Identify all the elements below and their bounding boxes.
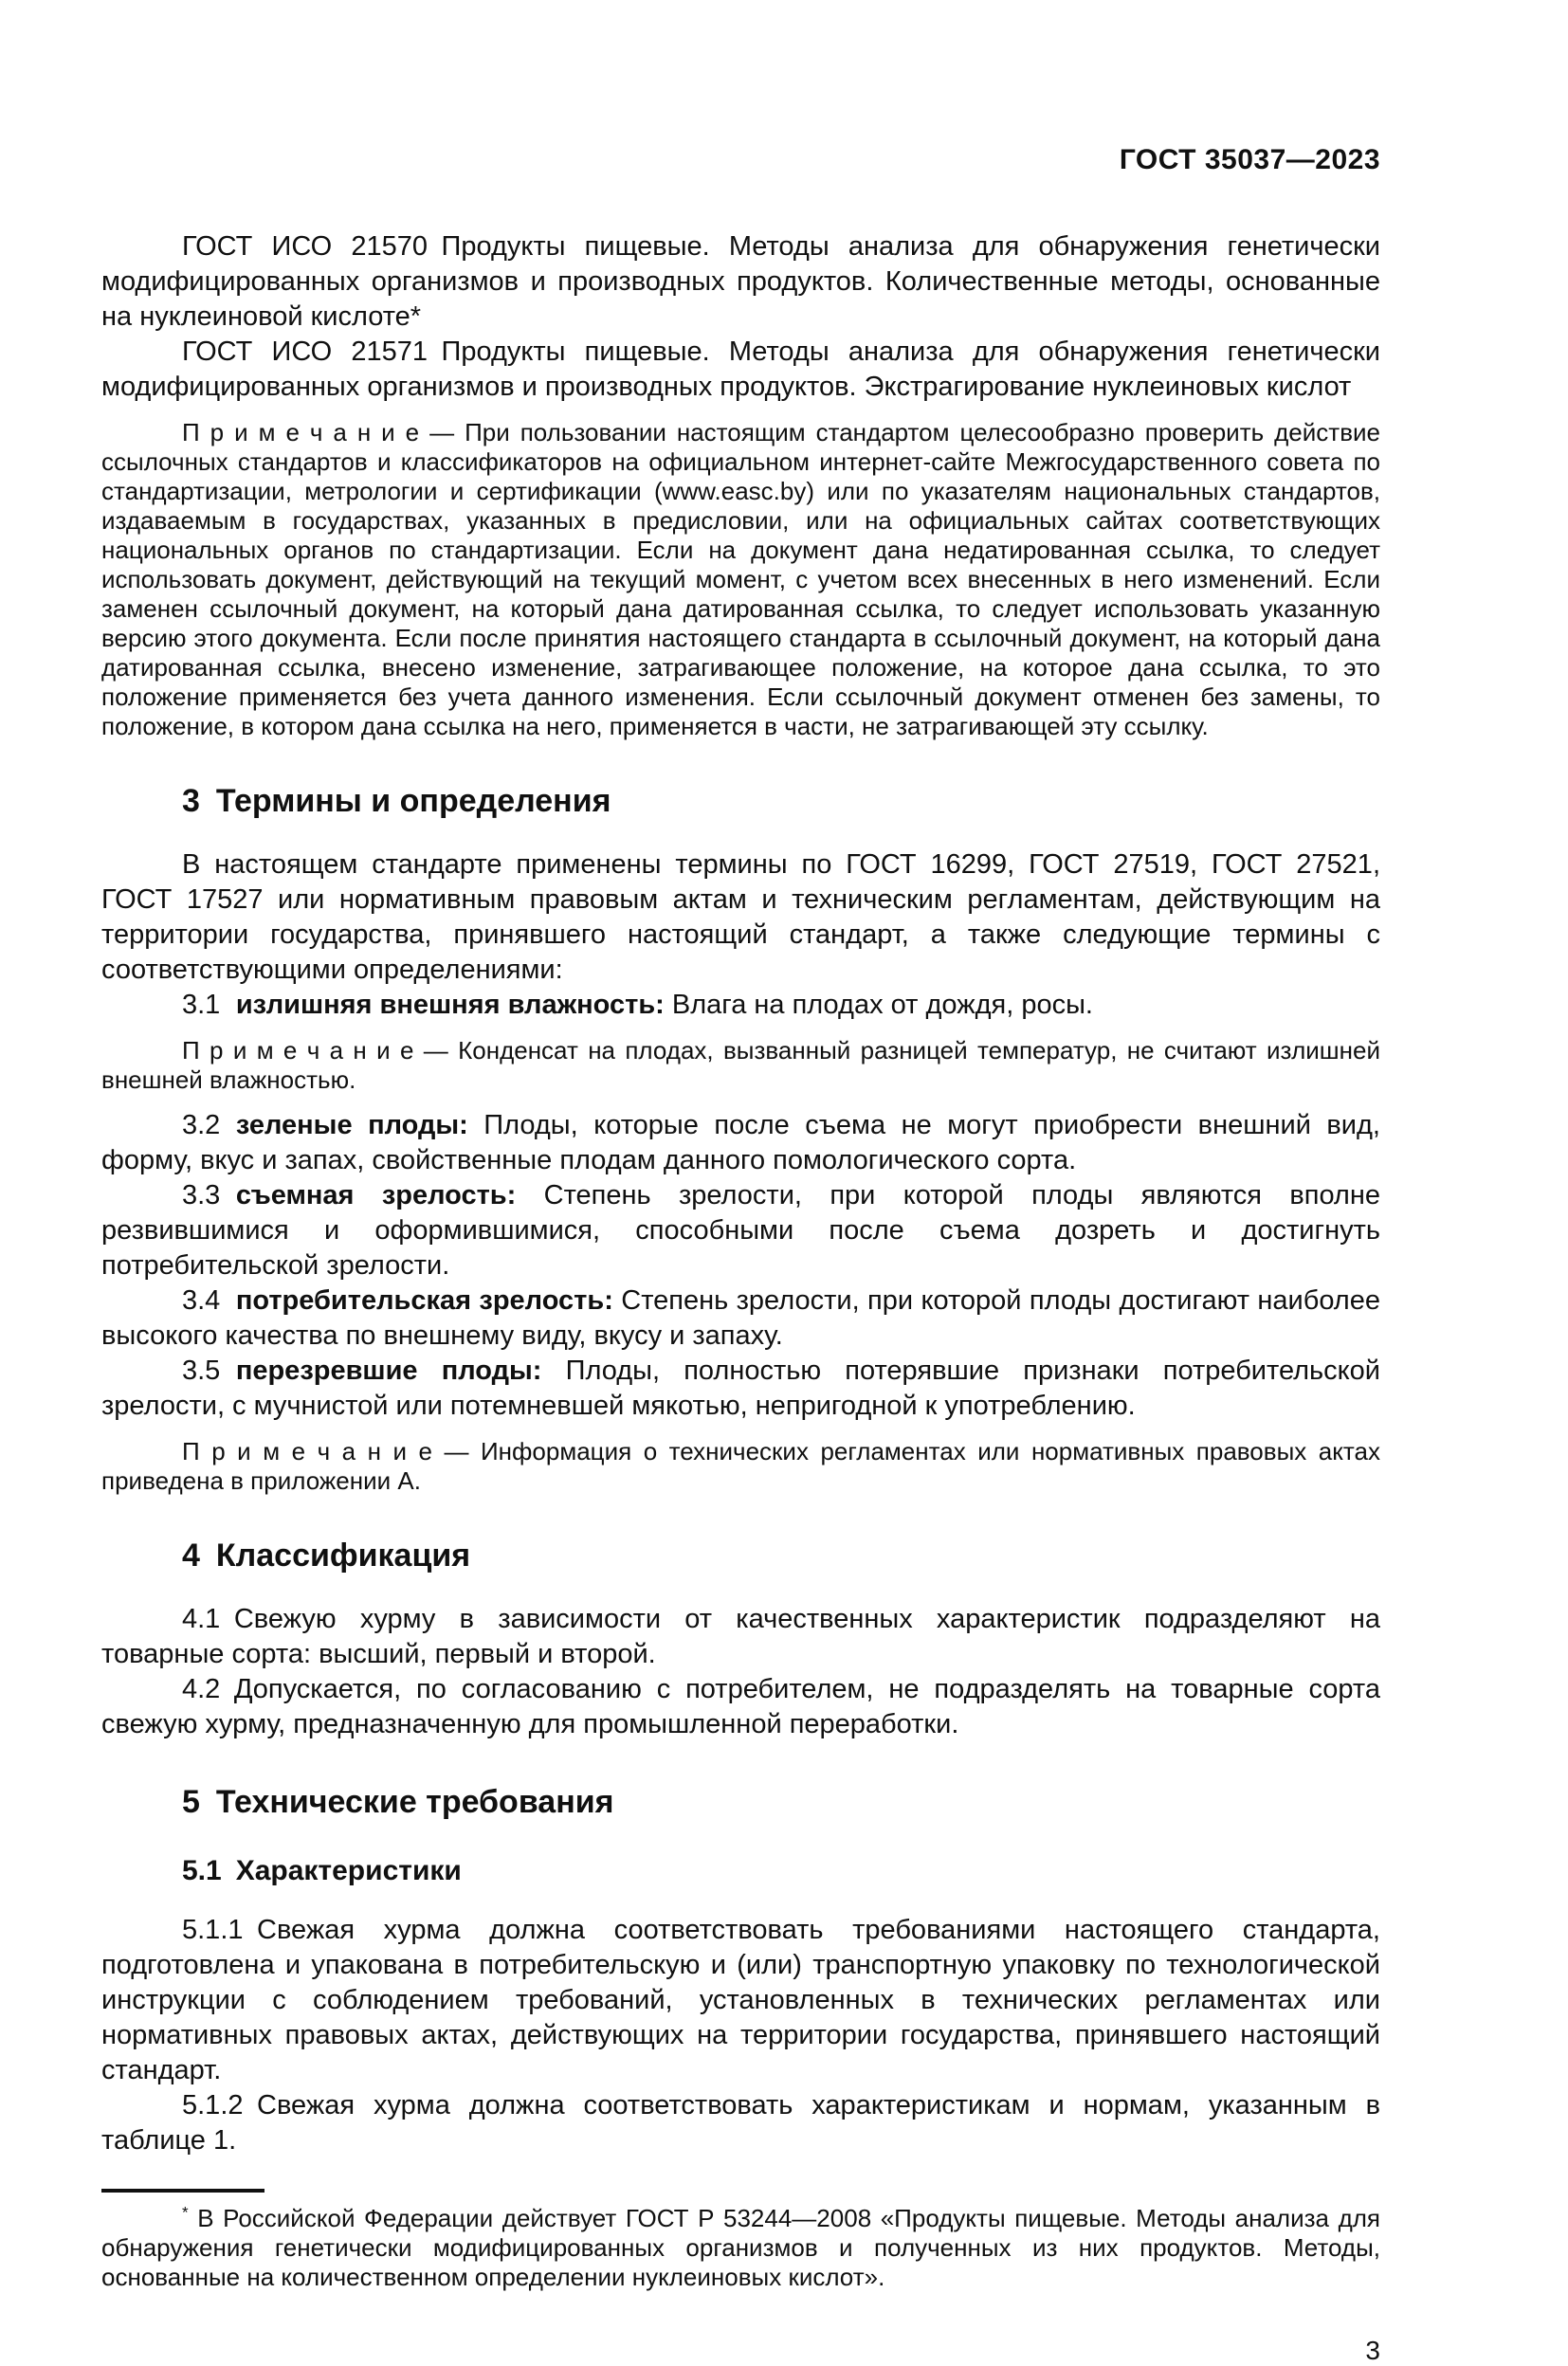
term-text: Степень зрелости, при которой плоды достигают наиболее высокого качества по внешнему виду, вкусу и запаху. <box>101 1285 1380 1351</box>
term-text: Степень зрелости, при которой плоды являются вполне резвившимися и оформившимися, способными после съема дозреть и достигнуть потребительской зрелости. <box>101 1180 1380 1281</box>
footnote-marker: * <box>182 2203 189 2222</box>
term-name: зеленые плоды: <box>235 1110 468 1140</box>
footnote-divider <box>101 2189 264 2193</box>
term-definition <box>101 1178 1380 1283</box>
term-name: перезревшие плоды: <box>235 1356 542 1386</box>
note-text: — Информация о технических регламентах или нормативных правовых актах приведена в приложении А. <box>101 1437 1380 1495</box>
term-number: 3.1 <box>182 990 234 1020</box>
term-definition <box>101 1108 1380 1178</box>
note-text: — Конденсат на плодах, вызванный разницей температур, не считают излишней внешней влажностью. <box>101 1036 1381 1094</box>
term-number: 3.2 <box>182 1110 234 1140</box>
term-definition <box>101 988 1380 1023</box>
section-heading-classification: 4 Классификация <box>182 1538 471 1574</box>
term-name: потребительская зрелость: <box>235 1285 613 1316</box>
term-definition <box>101 1354 1380 1424</box>
note-paragraph <box>101 418 1380 741</box>
body-paragraph: 4.2 Допускается, по согласованию с потребителем, не подразделять на товарные сорта свежую хурму, предназначенную для промышленной переработки. <box>101 1674 1380 1739</box>
term-number: 3.4 <box>182 1285 234 1316</box>
term-number: 3.3 <box>182 1180 234 1210</box>
section-heading-terms: 3 Термины и определения <box>182 783 611 819</box>
term-number: 3.5 <box>182 1356 234 1386</box>
note-label: П р и м е ч а н и е <box>182 1437 432 1465</box>
section-heading-technical-requirements: 5 Технические требования <box>182 1784 614 1820</box>
term-name: излишняя внешняя влажность: <box>235 990 665 1020</box>
note-paragraph <box>101 1437 1380 1496</box>
term-text: Влага на плодах от дождя, росы. <box>664 990 1093 1020</box>
footnote-text <box>101 2204 1380 2292</box>
body-paragraph: 4.1 Свежую хурму в зависимости от качественных характеристик подразделяют на товарные сорта: высший, первый и второй. <box>101 1604 1380 1669</box>
note-label: П р и м е ч а н и е <box>182 418 420 446</box>
term-text: Плоды, которые после съема не могут приобрести внешний вид, форму, вкус и запах, свойственные плодам данного помологического сорта. <box>101 1110 1380 1175</box>
note-text: — При пользовании настоящим стандартом целесообразно проверить действие ссылочных стандартов и классификаторов на официальном интернет-сайте Межгосударственного совета по стандартизации, метрологии и сертификации (www.easc.by) или по указателям национальных стандартов, издаваемым в государствах, указанных в предисловии, или на официальных сайтах соответствующих национальных органов по стандартизации. Если на документ дана недатированная ссылка, то следует использовать документ, действующий на текущий момент, с учетом всех внесенных в него изменений. Если заменен ссылочный документ, на который дана датированная ссылка, то следует использовать указанную версию этого документа. Если после принятия настоящего стандарта в ссылочный документ, на который дана датированная ссылка, внесено изменение, затрагивающее положение, на которое дана ссылка, то это положение применяется без учета данного изменения. Если ссылочный документ отменен без замены, то положение, в котором дана ссылка на него, применяется в части, не затрагивающей эту ссылку. <box>101 418 1380 740</box>
note-label: П р и м е ч а н и е <box>182 1036 414 1065</box>
note-paragraph <box>101 1036 1380 1095</box>
term-definition <box>101 1283 1380 1354</box>
footnote-body: В Российской Федерации действует ГОСТ Р 53244—2008 «Продукты пищевые. Методы анализа для обнаружения генетически модифицированных организмов и полученных из них продуктов. Методы, основанные на количественном определении нуклеиновых кислот». <box>101 2204 1380 2291</box>
reference-item: ГОСТ ИСО 21571 Продукты пищевые. Методы анализа для обнаружения генетически модифицированных организмов и производных продуктов. Экстрагирование нуклеиновых кислот <box>101 337 1380 402</box>
term-text: Плоды, полностью потерявшие признаки потребительской зрелости, с мучнистой или потемневшей мякотью, непригодной к употреблению. <box>101 1356 1380 1421</box>
footnote <box>101 2189 1380 2292</box>
page-number: 3 <box>1365 2336 1380 2365</box>
reference-item: ГОСТ ИСО 21570 Продукты пищевые. Методы анализа для обнаружения генетически модифицированных организмов и производных продуктов. Количественные методы, основанные на нуклеиновой кислоте* <box>101 231 1380 332</box>
document-code: ГОСТ 35037—2023 <box>1119 144 1380 175</box>
body-paragraph: 5.1.1 Свежая хурма должна соответствовать требованиями настоящего стандарта, подготовлена и упакована в потребительскую и (или) транспортную упаковку по технологической инструкции с соблюдением требований, установленных в технических регламентах или нормативных правовых актах, действующих на территории государства, принявшего настоящий стандарт. <box>101 1915 1380 2085</box>
term-name: съемная зрелость: <box>235 1180 517 1210</box>
body-paragraph: 5.1.2 Свежая хурма должна соответствовать характеристикам и нормам, указанным в таблице 1. <box>101 2090 1380 2156</box>
subsection-heading-characteristics: 5.1 Характеристики <box>182 1855 462 1886</box>
terms-intro-paragraph: В настоящем стандарте применены термины по ГОСТ 16299, ГОСТ 27519, ГОСТ 27521, ГОСТ 17527 или нормативным правовым актам и техническим регламентам, действующим на территории государства, принявшего настоящий стандарт, а также следующие термины с соответствующими определениями: <box>101 849 1380 985</box>
